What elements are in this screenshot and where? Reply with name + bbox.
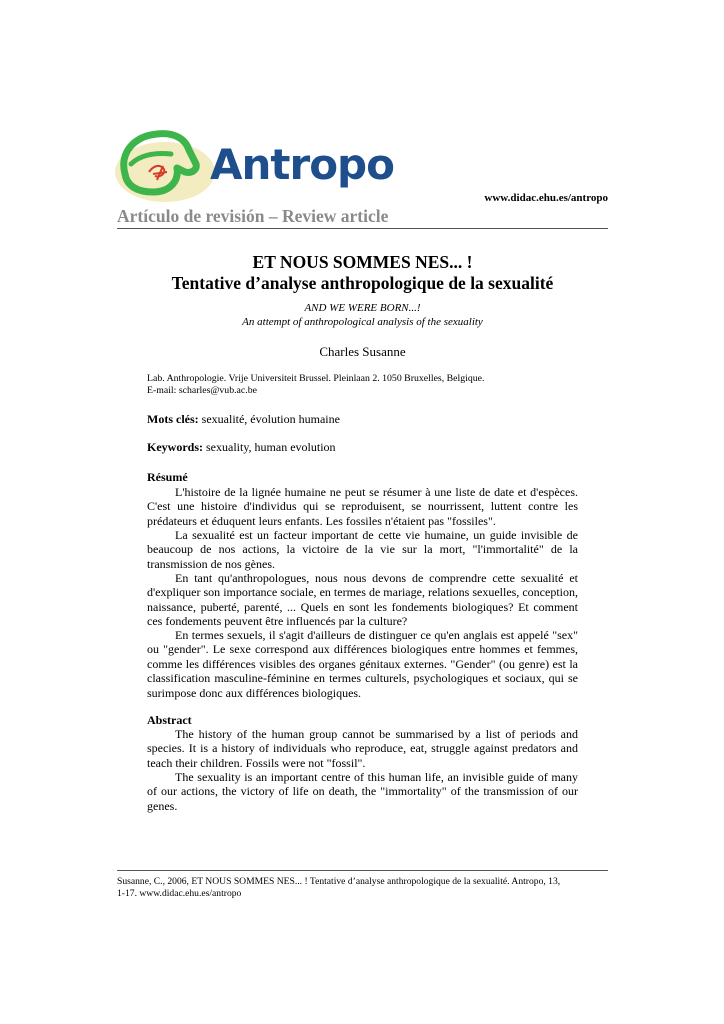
author-name: Charles Susanne (319, 344, 406, 359)
english-title-line-1: AND WE WERE BORN...! (304, 302, 421, 314)
logo-wordmark: Antropo (210, 140, 394, 189)
resume-paragraph: En tant qu'anthropologues, nous nous devons de comprendre cette sexualité et d'expliquer son importance sociale, en termes de mariage, relations sexuelles, conception, naissance, puberté, parenté, ... Quels en sont les fondements biologiques? Et comment ces fondements peuvent être influencés par la culture? (147, 571, 578, 629)
article-type: Artículo de revisión – Review article (117, 206, 389, 226)
citation-footer (117, 876, 608, 900)
french-keywords-value: sexualité, évolution humaine (201, 412, 340, 426)
abstract-paragraph: The sexuality is an important centre of this human life, an invisible guide of many of our actions, the victory of life on death, the "immortality" of the transmission of our genes. (147, 770, 578, 813)
english-title-line-2: An attempt of anthropological analysis of the sexuality (242, 316, 483, 328)
journal-url[interactable]: www.didac.ehu.es/antropo (484, 192, 608, 204)
resume-paragraph: L'histoire de la lignée humaine ne peut se résumer à une liste de date et d'espèces. C'est une histoire d'individus qui se reproduisent, se nourrissent, luttent contre les prédateurs et éduquent leurs enfants. Les fossiles n'étaient pas "fossiles". (147, 485, 578, 528)
abstract-paragraph: The history of the human group cannot be summarised by a list of periods and species. It is a history of individuals who reproduce, eat, struggle against predators and teach their children. Fossils were not "fossil". (147, 727, 578, 770)
english-keywords-label: Keywords: (147, 440, 203, 454)
english-keywords (147, 440, 336, 455)
affiliation-address: Lab. Anthropologie. Vrije Universiteit Brussel. Pleinlaan 2. 1050 Bruxelles, Belgique. (147, 373, 485, 384)
abstract-heading: Abstract (147, 713, 192, 727)
resume-paragraph: La sexualité est un facteur important de cette vie humaine, un guide invisible de beaucoup de nos actions, la victoire de la vie sur la mort, "l'immortalité" de la transmission de nos gènes. (147, 528, 578, 571)
footer-rule (117, 870, 608, 871)
english-keywords-value: sexuality, human evolution (206, 440, 336, 454)
affiliation-email[interactable]: E-mail: scharles@vub.ac.be (147, 385, 257, 396)
citation-line-1: Susanne, C., 2006, ET NOUS SOMMES NES... ! Tentative d’analyse anthropologique de la sexualité. Antropo, 13, (117, 876, 561, 887)
header-rule (117, 228, 608, 229)
resume-heading: Résumé (147, 470, 188, 484)
french-keywords (147, 412, 340, 427)
french-keywords-label: Mots clés: (147, 412, 199, 426)
paper-title-line-2: Tentative d’analyse anthropologique de la sexualité (171, 273, 554, 293)
resume-paragraph: En termes sexuels, il s'agit d'ailleurs de distinguer ce qu'en anglais est appelé "sex" ou "gender". Le sexe correspond aux différences biologiques entre hommes et femmes, comme les différences visibles des organes génitaux externes. "Gender" (ou genre) est la classification masculine-féminine en termes culturels, psychologiques et sociaux, qui se surimpose donc aux différences biologiques. (147, 628, 578, 700)
paper-title-line-1: ET NOUS SOMMES NES... ! (252, 252, 473, 272)
citation-line-2: 1-17. www.didac.ehu.es/antropo (117, 888, 242, 899)
